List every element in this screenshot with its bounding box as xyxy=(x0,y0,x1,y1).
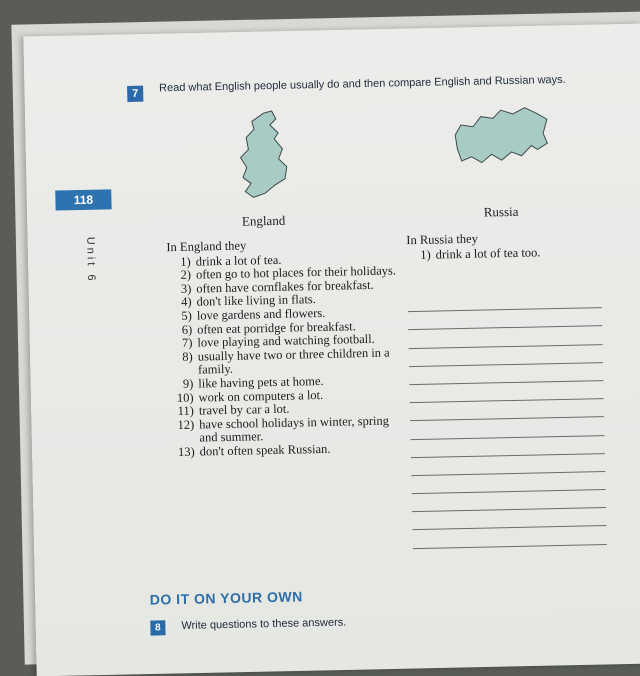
item-text: work on computers a lot. xyxy=(198,387,324,405)
item-number: 3) xyxy=(180,281,192,296)
item-number: 1) xyxy=(180,254,191,269)
england-map-icon xyxy=(234,109,296,202)
page-number-tab: 118 xyxy=(55,189,111,210)
item-text: love gardens and flowers. xyxy=(196,305,326,323)
item-text: drink a lot of tea too. xyxy=(435,244,541,262)
russia-map-icon xyxy=(451,103,552,171)
exercise-7-instruction: Read what English people usually do and then compare English and Russian ways. xyxy=(158,73,566,95)
item-number: 9) xyxy=(182,376,194,391)
item-number: 2) xyxy=(180,267,192,283)
item-number: 4) xyxy=(181,295,192,310)
england-list xyxy=(166,236,401,459)
item-number: 5) xyxy=(181,308,193,323)
item-number: 13) xyxy=(177,444,195,459)
list-item xyxy=(407,245,607,263)
russia-intro: In Russia they xyxy=(406,231,479,248)
item-text: like having pets at home. xyxy=(198,373,324,391)
item-text: love playing and watching football. xyxy=(197,332,375,350)
exercise-7-number: 7 xyxy=(127,86,143,102)
item-number: 11) xyxy=(177,403,195,419)
item-text: have school holidays in winter, spring and summer. xyxy=(199,413,390,445)
item-number: 12) xyxy=(177,417,195,432)
item-text: don't like living in flats. xyxy=(196,292,316,309)
answer-line xyxy=(412,526,606,548)
item-number: 8) xyxy=(182,349,193,364)
item-text: usually have two or three children in a family. xyxy=(197,345,390,377)
item-text: travel by car a lot. xyxy=(198,401,290,418)
russia-heading: Russia xyxy=(483,203,519,220)
item-text: drink a lot of tea. xyxy=(195,252,282,269)
unit-label: Unit 6 xyxy=(84,236,98,284)
item-number: 7) xyxy=(181,335,193,351)
item-number: 1) xyxy=(420,247,431,262)
exercise-8-instruction: Write questions to these answers. xyxy=(181,616,347,632)
item-number: 10) xyxy=(176,390,194,405)
russia-list xyxy=(406,230,607,262)
england-heading: England xyxy=(241,212,286,229)
section-title: DO IT ON YOUR OWN xyxy=(149,588,303,608)
list-item xyxy=(171,441,401,459)
item-text: often have cornflakes for breakfast. xyxy=(196,277,374,296)
england-intro: In England they xyxy=(166,238,247,255)
item-text: often go to hot places for their holidays. xyxy=(195,263,397,282)
answer-lines xyxy=(407,290,606,549)
item-text: don't often speak Russian. xyxy=(199,441,331,459)
item-text: often eat porridge for breakfast. xyxy=(197,318,356,337)
item-number: 6) xyxy=(181,322,193,337)
exercise-8-number: 8 xyxy=(150,620,165,635)
